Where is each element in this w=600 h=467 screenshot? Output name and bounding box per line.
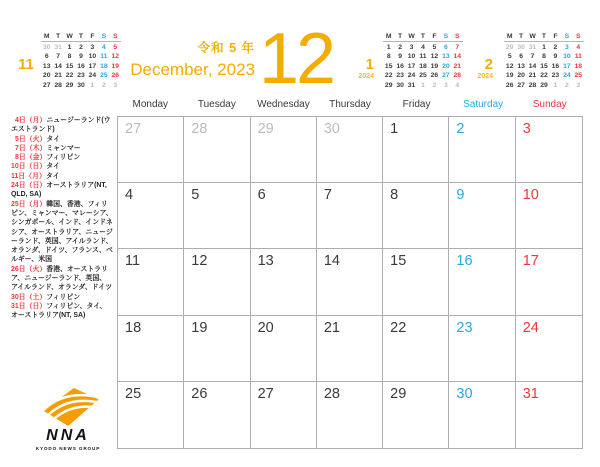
mini-day-cell: 24 xyxy=(88,72,97,80)
day-number: 27 xyxy=(257,385,274,402)
holiday-item xyxy=(11,293,113,302)
calendar-day-cell xyxy=(184,316,250,382)
holiday-item xyxy=(11,302,113,321)
mini-day-cell: 9 xyxy=(398,53,403,61)
mini-day-cell: 26 xyxy=(430,72,439,80)
mini-day-cell: 4 xyxy=(101,44,106,51)
calendar-day-cell xyxy=(251,249,317,315)
calendar-day-cell xyxy=(516,117,582,183)
mini-day-cell: 1 xyxy=(386,44,391,51)
mini-weekday-header: F xyxy=(429,32,440,42)
day-number: 24 xyxy=(522,319,539,336)
weekday-header: Thursday xyxy=(329,99,371,110)
mini-day-cell: 23 xyxy=(77,72,85,80)
calendar-day-cell xyxy=(118,183,184,249)
mini-day-cell: 2 xyxy=(432,81,437,89)
mini-weekday-header: W xyxy=(64,32,75,42)
mini-day-cell: 17 xyxy=(563,62,571,70)
mini-day-cell: 12 xyxy=(111,53,120,61)
mini-day-cell: 5 xyxy=(432,44,437,51)
day-number: 23 xyxy=(456,319,473,336)
mini-day-cell: 6 xyxy=(443,44,448,51)
mini-day-cell: 5 xyxy=(507,53,512,61)
calendar-day-cell xyxy=(383,183,449,249)
weekday-header: Saturday xyxy=(463,99,504,110)
mini-weekday-header: W xyxy=(527,32,538,42)
calendar-day-cell xyxy=(516,183,582,249)
calendar-day-cell xyxy=(118,316,184,382)
mini-day-cell: 22 xyxy=(65,72,74,80)
mini-day-cell: 3 xyxy=(576,81,581,89)
day-number: 29 xyxy=(390,385,407,402)
mini-day-cell: 4 xyxy=(576,44,581,51)
mini-day-cell: 24 xyxy=(407,72,416,80)
nna-logo xyxy=(32,387,104,451)
mini-day-cell: 27 xyxy=(442,72,450,80)
mini-weekday-header: S xyxy=(98,32,109,42)
holiday-countries: オーストラリア(NT, QLD, SA) xyxy=(11,182,107,199)
mini-day-cell: 29 xyxy=(540,81,548,89)
mini-month-number: 11 xyxy=(18,56,34,73)
mini-day-cell: 19 xyxy=(430,62,439,70)
holiday-countries: タイ xyxy=(45,172,60,180)
calendar-day-cell xyxy=(118,382,184,448)
day-number: 31 xyxy=(522,385,539,402)
calendar-day-cell xyxy=(184,249,250,315)
mini-calendar-november-label xyxy=(4,57,34,72)
day-number: 28 xyxy=(191,121,208,137)
mini-day-cell: 21 xyxy=(453,62,462,70)
mini-weekday-header: S xyxy=(561,32,572,42)
mini-day-cell: 30 xyxy=(42,44,51,51)
mini-weekday-header: T xyxy=(538,32,549,42)
mini-year-label: 2024 xyxy=(358,73,374,80)
mini-day-cell: 14 xyxy=(453,53,462,61)
mini-day-cell: 10 xyxy=(563,53,571,61)
mini-calendar-february-label xyxy=(459,57,493,80)
holiday-date: 10日（日） xyxy=(11,163,47,171)
mini-day-cell: 23 xyxy=(551,72,560,80)
mini-day-cell: 23 xyxy=(396,72,404,80)
calendar-day-cell xyxy=(449,382,515,448)
holiday-countries: ニュージーランド(ウエストランド) xyxy=(11,117,111,134)
day-number: 30 xyxy=(456,385,473,402)
mini-day-cell: 2 xyxy=(398,44,403,51)
mini-day-cell: 27 xyxy=(517,81,525,89)
holiday-date: 7日（木） xyxy=(15,144,47,152)
mini-weekday-header: T xyxy=(75,32,86,42)
holiday-countries: タイ xyxy=(46,135,61,143)
calendar-day-cell xyxy=(449,117,515,183)
mini-weekday-header: S xyxy=(573,32,584,42)
holiday-item xyxy=(11,200,113,265)
mini-day-cell: 21 xyxy=(528,72,537,80)
mini-day-cell: 3 xyxy=(443,81,448,89)
mini-day-cell: 24 xyxy=(563,72,571,80)
mini-weekday-header: M xyxy=(41,32,52,42)
mini-day-cell: 11 xyxy=(100,53,108,61)
mini-day-cell: 2 xyxy=(101,81,106,89)
mini-day-cell: 16 xyxy=(77,62,85,70)
weekday-header: Wednesday xyxy=(257,99,310,110)
mini-day-cell: 16 xyxy=(551,62,560,70)
holiday-item xyxy=(11,181,113,200)
mini-day-cell: 29 xyxy=(505,44,514,51)
day-number: 21 xyxy=(323,319,340,336)
mini-month-number: 1 xyxy=(365,56,374,73)
mini-day-cell: 20 xyxy=(442,62,450,70)
nna-logo-tagline: KYODO NEWS GROUP xyxy=(35,446,101,451)
mini-day-cell: 4 xyxy=(455,81,460,89)
mini-weekday-header: F xyxy=(87,32,98,42)
day-number: 12 xyxy=(191,253,208,270)
holiday-date: 5日（火） xyxy=(15,135,47,143)
day-number: 1 xyxy=(390,121,399,137)
holiday-countries: フィリピン xyxy=(46,154,81,162)
title-block xyxy=(110,38,255,80)
calendar-day-cell xyxy=(118,117,184,183)
mini-day-cell: 13 xyxy=(42,62,51,70)
mini-weekday-header: W xyxy=(406,32,417,42)
mini-weekday-header: F xyxy=(550,32,561,42)
mini-day-cell: 25 xyxy=(100,72,108,80)
mini-day-cell: 1 xyxy=(90,81,95,89)
mini-day-cell: 16 xyxy=(396,62,404,70)
mini-day-cell: 7 xyxy=(530,53,535,61)
mini-day-cell: 25 xyxy=(419,72,427,80)
mini-day-cell: 30 xyxy=(77,81,85,89)
mini-calendar-november xyxy=(41,32,121,90)
december-calendar-grid xyxy=(117,116,583,449)
mini-day-cell: 18 xyxy=(100,62,108,70)
day-number: 28 xyxy=(323,385,340,402)
calendar-day-cell xyxy=(251,117,317,183)
calendar-day-cell xyxy=(317,183,383,249)
calendar-day-cell xyxy=(251,316,317,382)
mini-day-cell: 3 xyxy=(409,44,414,51)
mini-day-cell: 2 xyxy=(553,44,558,51)
holiday-date: 30日（土） xyxy=(11,293,47,301)
mini-day-cell: 31 xyxy=(54,44,62,51)
day-number: 18 xyxy=(125,319,142,336)
mini-year-label: 2024 xyxy=(477,73,493,80)
holiday-countries: タイ xyxy=(46,163,60,171)
calendar-day-cell xyxy=(184,183,250,249)
day-number: 10 xyxy=(522,187,539,204)
mini-day-cell: 15 xyxy=(384,62,393,70)
mini-weekday-header: S xyxy=(452,32,463,42)
mini-day-cell: 31 xyxy=(528,44,537,51)
mini-day-cell: 22 xyxy=(384,72,393,80)
mini-day-cell: 22 xyxy=(540,72,548,80)
mini-day-cell: 25 xyxy=(574,72,583,80)
mini-day-cell: 1 xyxy=(421,81,425,89)
calendar-day-cell xyxy=(317,117,383,183)
day-number: 30 xyxy=(323,121,340,137)
weekday-header: Tuesday xyxy=(197,99,236,110)
calendar-day-cell xyxy=(516,316,582,382)
mini-day-cell: 28 xyxy=(453,72,462,80)
mini-day-cell: 17 xyxy=(407,62,416,70)
mini-day-cell: 6 xyxy=(44,53,49,61)
day-number: 26 xyxy=(191,385,208,402)
day-number: 25 xyxy=(125,385,142,402)
mini-month-number: 2 xyxy=(484,56,493,73)
holiday-date: 4日（月） xyxy=(15,117,47,124)
mini-day-cell: 7 xyxy=(56,53,61,61)
mini-day-cell: 1 xyxy=(553,81,558,89)
mini-day-cell: 13 xyxy=(442,53,450,61)
day-number: 2 xyxy=(456,121,465,137)
day-number: 4 xyxy=(125,187,134,204)
mini-day-cell: 8 xyxy=(542,53,546,61)
mini-day-cell: 30 xyxy=(517,44,525,51)
weekday-header: Sunday xyxy=(532,99,567,110)
mini-day-cell: 14 xyxy=(528,62,537,70)
holiday-countries: フィリピン、タイ、オーストラリア(NT, SA) xyxy=(11,302,107,320)
mini-day-cell: 13 xyxy=(517,62,525,70)
mini-day-cell: 12 xyxy=(430,53,439,61)
holiday-date: 25日（月） xyxy=(11,200,47,208)
calendar-day-cell xyxy=(383,382,449,448)
calendar-day-cell xyxy=(383,316,449,382)
day-number: 29 xyxy=(257,121,274,137)
calendar-day-cell xyxy=(251,382,317,448)
nna-logo-text: NNA xyxy=(46,427,90,444)
day-number: 6 xyxy=(257,187,266,204)
mini-day-cell: 20 xyxy=(517,72,525,80)
holiday-countries: ミャンマー xyxy=(46,144,81,152)
mini-day-cell: 26 xyxy=(111,72,120,80)
holiday-item xyxy=(11,144,113,153)
mini-day-cell: 15 xyxy=(540,62,548,70)
holiday-item xyxy=(11,153,113,162)
mini-day-cell: 4 xyxy=(421,44,425,51)
mini-weekday-header: T xyxy=(52,32,63,42)
calendar-day-cell xyxy=(516,382,582,448)
day-number: 5 xyxy=(191,187,200,204)
mini-day-cell: 14 xyxy=(54,62,62,70)
mini-day-cell: 2 xyxy=(79,44,83,51)
calendar-day-cell xyxy=(251,183,317,249)
mini-day-cell: 7 xyxy=(455,44,460,51)
day-number: 7 xyxy=(323,187,332,204)
mini-day-cell: 20 xyxy=(42,72,51,80)
mini-day-cell: 10 xyxy=(407,53,416,61)
calendar-day-cell xyxy=(516,249,582,315)
holiday-countries: 韓国、香港、フィリピン、ミャンマー、マレーシア、シンガポール、インド、インドネシア、オーストラリア、ニュージーランド、英国、アイルランド、オランダ、ドイツ、フランス、ベルギー、米国 xyxy=(11,200,113,264)
mini-day-cell: 26 xyxy=(505,81,514,89)
mini-weekday-header: S xyxy=(440,32,451,42)
calendar-day-cell xyxy=(449,183,515,249)
holiday-date: 11日（月） xyxy=(11,172,46,180)
mini-weekday-header: T xyxy=(417,32,428,42)
holiday-item xyxy=(11,265,113,293)
day-number: 8 xyxy=(390,187,399,204)
day-number: 11 xyxy=(125,253,141,270)
calendar-day-cell xyxy=(317,316,383,382)
mini-day-cell: 9 xyxy=(79,53,83,61)
calendar-day-cell xyxy=(184,382,250,448)
mini-day-cell: 30 xyxy=(396,81,404,89)
calendar-day-cell xyxy=(317,249,383,315)
calendar-day-cell xyxy=(317,382,383,448)
mini-day-cell: 1 xyxy=(542,44,546,51)
mini-day-cell: 15 xyxy=(65,62,74,70)
day-number: 20 xyxy=(257,319,274,336)
mini-day-cell: 10 xyxy=(88,53,97,61)
mini-weekday-header: T xyxy=(515,32,526,42)
era-label: 令和 5 年 xyxy=(197,41,255,55)
month-name-label: December, 2023 xyxy=(130,60,255,79)
day-number: 17 xyxy=(522,253,539,270)
calendar-day-cell xyxy=(449,249,515,315)
mini-day-cell: 8 xyxy=(67,53,72,61)
holiday-item xyxy=(11,172,113,181)
mini-day-cell: 12 xyxy=(505,62,514,70)
mini-day-cell: 3 xyxy=(564,44,569,51)
day-number: 13 xyxy=(257,253,274,270)
day-number: 22 xyxy=(390,319,407,336)
day-number: 16 xyxy=(456,253,473,270)
holiday-countries: フィリピン xyxy=(46,293,81,301)
mini-day-cell: 19 xyxy=(111,62,120,70)
weekday-header: Friday xyxy=(402,99,431,110)
day-number: 9 xyxy=(456,187,465,204)
mini-day-cell: 11 xyxy=(419,53,427,61)
month-number-label: 12 xyxy=(259,19,334,99)
mini-day-cell: 19 xyxy=(505,72,514,80)
mini-day-cell: 6 xyxy=(519,53,524,61)
holiday-date: 24日（日） xyxy=(11,182,47,190)
holiday-item xyxy=(11,162,113,171)
mini-weekday-header: M xyxy=(383,32,394,42)
mini-day-cell: 8 xyxy=(386,53,391,61)
mini-day-cell: 3 xyxy=(90,44,95,51)
day-number: 19 xyxy=(191,319,208,336)
calendar-day-cell xyxy=(449,316,515,382)
mini-day-cell: 21 xyxy=(54,72,62,80)
weekday-header: Monday xyxy=(132,99,169,110)
mini-day-cell: 29 xyxy=(65,81,74,89)
mini-calendar-february xyxy=(504,32,584,90)
mini-day-cell: 31 xyxy=(407,81,416,89)
weekday-header-row xyxy=(117,99,583,114)
mini-day-cell: 17 xyxy=(88,62,97,70)
holiday-countries: 香港、オーストラリア、ニュージーランド、英国、アイルランド、オランダ、ドイツ xyxy=(11,265,113,292)
mini-calendar-january-label xyxy=(340,57,374,80)
holiday-date: 26日（火） xyxy=(11,265,47,273)
mini-calendar-january xyxy=(383,32,463,90)
holiday-item xyxy=(11,135,113,144)
mini-day-cell: 1 xyxy=(67,44,72,51)
mini-day-cell: 28 xyxy=(528,81,537,89)
holiday-list xyxy=(11,116,113,321)
mini-day-cell: 18 xyxy=(574,62,583,70)
mini-day-cell: 27 xyxy=(42,81,51,89)
day-number: 3 xyxy=(522,121,531,137)
calendar-day-cell xyxy=(383,117,449,183)
day-number: 14 xyxy=(323,253,340,270)
calendar-day-cell xyxy=(184,117,250,183)
mini-day-cell: 2 xyxy=(564,81,569,89)
mini-day-cell: 29 xyxy=(384,81,393,89)
mini-day-cell: 11 xyxy=(574,53,582,61)
holiday-date: 8日（金） xyxy=(15,154,47,162)
calendar-day-cell xyxy=(383,249,449,315)
calendar-day-cell xyxy=(118,249,184,315)
holiday-item xyxy=(11,116,113,135)
mini-day-cell: 18 xyxy=(419,62,427,70)
mini-weekday-header: S xyxy=(110,32,121,42)
mini-day-cell: 5 xyxy=(113,44,118,51)
holiday-date: 31日（日） xyxy=(11,302,47,310)
mini-day-cell: 3 xyxy=(113,81,118,89)
day-number: 15 xyxy=(390,253,407,270)
nna-swoosh-icon xyxy=(42,387,100,427)
mini-day-cell: 9 xyxy=(553,53,558,61)
mini-weekday-header: M xyxy=(504,32,515,42)
mini-day-cell: 28 xyxy=(54,81,62,89)
day-number: 27 xyxy=(125,121,142,137)
mini-weekday-header: T xyxy=(394,32,405,42)
